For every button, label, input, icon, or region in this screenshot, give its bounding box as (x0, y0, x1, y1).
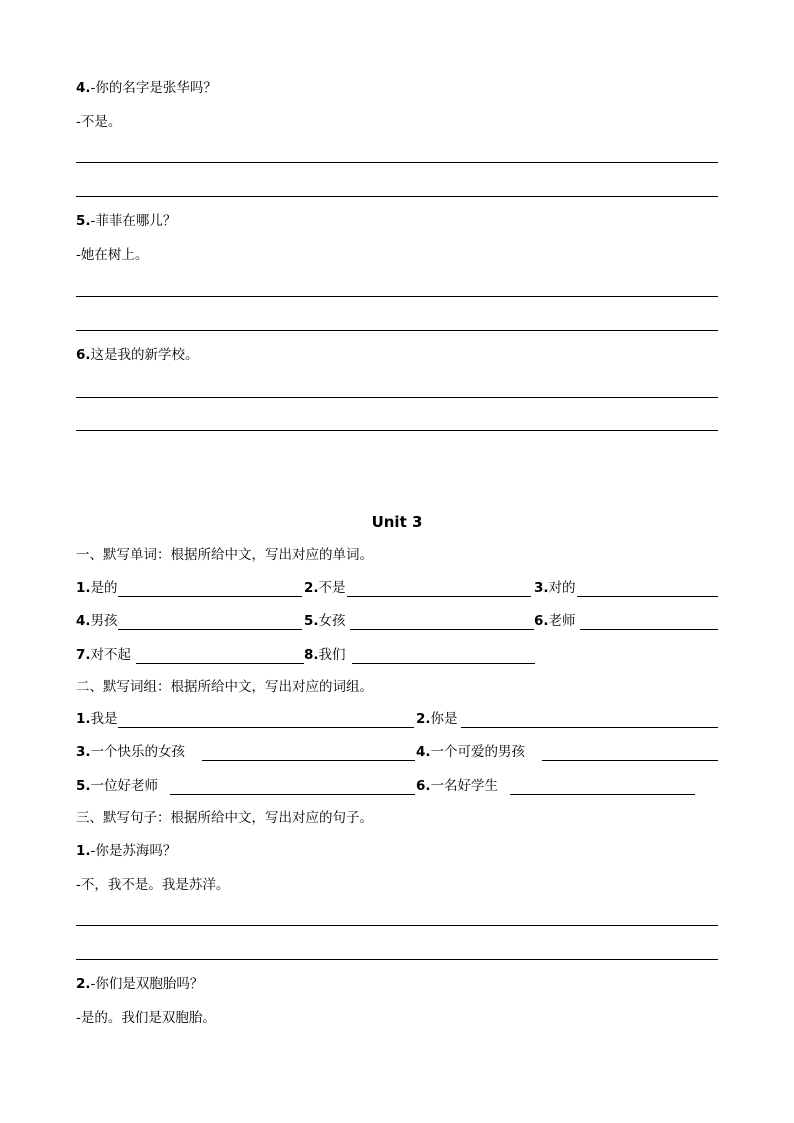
word-item: 3.对的 (534, 580, 576, 596)
writing-line[interactable] (76, 196, 718, 197)
phrase-blank[interactable] (461, 727, 718, 728)
sentence-question-2 (76, 975, 203, 993)
unit-title: Unit 3 (371, 513, 423, 531)
answer-prompt: -是的。我们是双胞胎。 (76, 1010, 216, 1026)
phrase-item: 2.你是 (416, 711, 458, 727)
phrase-item: 5.一位好老师 (76, 778, 159, 794)
writing-line[interactable] (76, 296, 718, 297)
word-item: 6.老师 (534, 613, 576, 629)
question-text: -你是苏海吗？ (90, 843, 177, 859)
word-blank[interactable] (350, 629, 534, 630)
writing-line[interactable] (76, 162, 718, 163)
question-text: -你们是双胞胎吗？ (90, 976, 204, 992)
section-heading-sentences: 三、默写句子：根据所给中文，写出对应的句子。 (76, 810, 373, 826)
phrase-blank[interactable] (202, 760, 415, 761)
question-5 (76, 212, 176, 230)
answer-prompt: -不，我不是。我是苏洋。 (76, 877, 230, 893)
section-heading-phrases: 二、默写词组：根据所给中文，写出对应的词组。 (76, 679, 373, 695)
question-text: -菲菲在哪儿？ (90, 213, 177, 229)
phrase-item: 4.一个可爱的男孩 (416, 744, 526, 760)
phrase-item: 1.我是 (76, 711, 118, 727)
answer-prompt: -不是。 (76, 114, 122, 130)
phrase-blank[interactable] (542, 760, 718, 761)
writing-line[interactable] (76, 330, 718, 331)
question-4 (76, 79, 217, 97)
phrase-blank[interactable] (118, 727, 414, 728)
word-blank[interactable] (577, 596, 718, 597)
word-blank[interactable] (347, 596, 531, 597)
question-number: 2. (76, 976, 91, 992)
sentence-question-1 (76, 842, 176, 860)
question-number: 4. (76, 80, 91, 96)
word-item: 5.女孩 (304, 613, 346, 629)
word-item: 4.男孩 (76, 613, 118, 629)
word-blank[interactable] (118, 596, 302, 597)
word-blank[interactable] (118, 629, 302, 630)
word-blank[interactable] (352, 663, 535, 664)
writing-line[interactable] (76, 430, 718, 431)
question-6 (76, 346, 199, 364)
answer-prompt: -她在树上。 (76, 247, 149, 263)
word-item: 1.是的 (76, 580, 118, 596)
question-number: 6. (76, 347, 91, 363)
question-text: 这是我的新学校。 (90, 347, 199, 363)
phrase-blank[interactable] (510, 794, 695, 795)
word-item: 8.我们 (304, 647, 346, 663)
word-item: 2.不是 (304, 580, 346, 596)
phrase-blank[interactable] (170, 794, 415, 795)
writing-line[interactable] (76, 397, 718, 398)
question-number: 1. (76, 843, 91, 859)
writing-line[interactable] (76, 959, 718, 960)
phrase-item: 3.一个快乐的女孩 (76, 744, 186, 760)
word-blank[interactable] (136, 663, 304, 664)
phrase-item: 6.一名好学生 (416, 778, 499, 794)
word-blank[interactable] (580, 629, 718, 630)
question-number: 5. (76, 213, 91, 229)
writing-line[interactable] (76, 925, 718, 926)
word-item: 7.对不起 (76, 647, 132, 663)
question-text: -你的名字是张华吗？ (90, 80, 217, 96)
section-heading-words: 一、默写单词：根据所给中文，写出对应的单词。 (76, 547, 373, 563)
